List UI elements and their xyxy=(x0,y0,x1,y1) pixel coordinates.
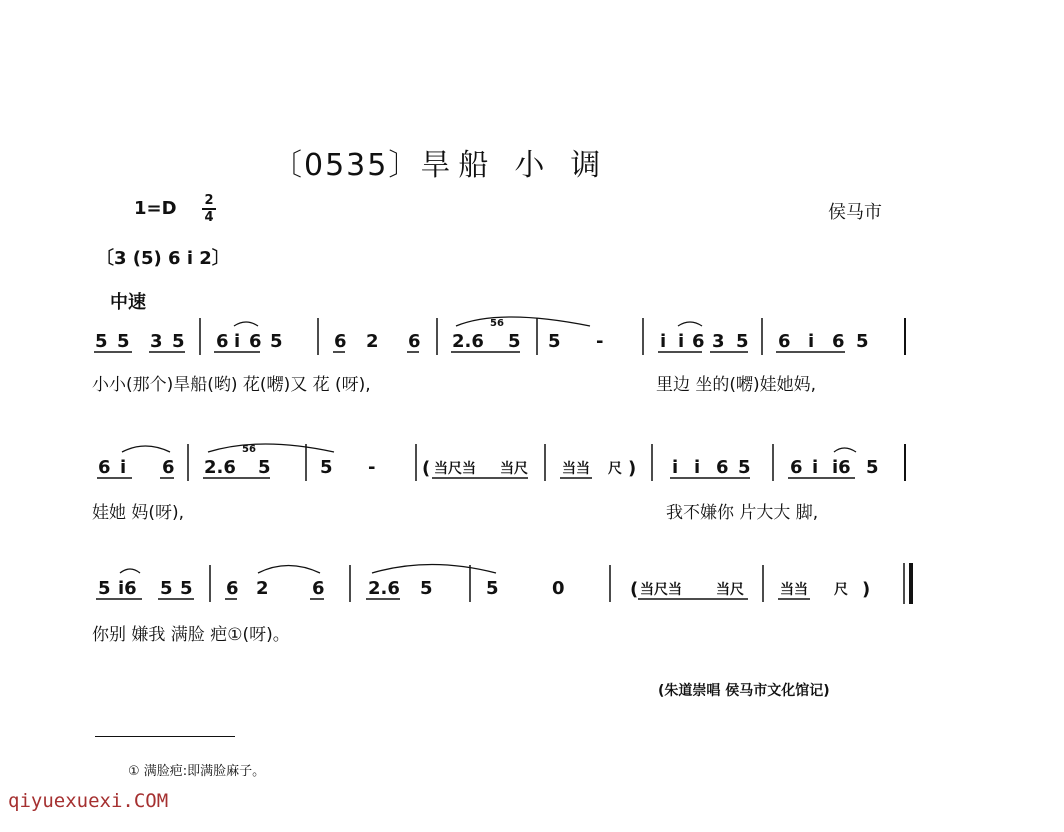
time-signature: 2 4 xyxy=(202,194,216,224)
note: i xyxy=(694,457,701,478)
lyrics-line-2a: 娃她 妈(呀), xyxy=(92,503,185,523)
lyrics-line-2b: 我不嫌你 片大大 脚, xyxy=(666,503,819,523)
lyrics-line-1a: 小小(那个)旱船(哟) 花(㘄)又 花 (呀), xyxy=(92,375,371,395)
note: 2 xyxy=(366,331,379,352)
note: 2.6 xyxy=(368,578,400,599)
note: i xyxy=(808,331,815,352)
note: i6 xyxy=(118,578,137,599)
paren: ) xyxy=(628,458,637,479)
key-signature: 1=D xyxy=(134,198,177,219)
note: 6 xyxy=(249,331,262,352)
note: 5 xyxy=(508,331,521,352)
paren: ( xyxy=(422,458,431,479)
row-2-notation xyxy=(97,444,905,481)
note: 2 xyxy=(256,578,269,599)
note: 5 xyxy=(258,457,271,478)
note: 5 xyxy=(856,331,869,352)
note: - xyxy=(596,331,604,352)
note: 6 xyxy=(334,331,347,352)
lyrics-line-1b: 里边 坐的(㘄)娃她妈, xyxy=(656,375,817,395)
watermark: qiyuexuexi.COM xyxy=(8,790,169,812)
place-label: 侯马市 xyxy=(828,202,882,223)
note: 当尺当 xyxy=(434,461,476,477)
note: 5 xyxy=(98,578,111,599)
note: 6 xyxy=(692,331,705,352)
footnote-divider xyxy=(95,736,235,737)
note: i xyxy=(234,331,241,352)
footnote: ① 满脸疤:即满脸麻子。 xyxy=(128,764,266,779)
note: i xyxy=(812,457,819,478)
note: 尺 xyxy=(608,461,622,477)
note: 5 xyxy=(117,331,130,352)
note: 6 xyxy=(790,457,803,478)
note: 当尺 xyxy=(500,461,528,477)
note: 5 xyxy=(95,331,108,352)
note: 当当 xyxy=(562,461,590,477)
song-title: 〔0535〕旱 船小调 xyxy=(272,148,627,183)
note: 6 xyxy=(162,457,175,478)
note: 6 xyxy=(716,457,729,478)
note: 尺 xyxy=(834,582,848,598)
note: i6 xyxy=(832,457,851,478)
note: 5 xyxy=(420,578,433,599)
note: 6 xyxy=(832,331,845,352)
note: 当尺当 xyxy=(640,582,682,598)
note: i xyxy=(660,331,667,352)
tempo-marking: 中速 xyxy=(110,292,146,313)
note: 2.6 xyxy=(452,331,484,352)
note: 6 xyxy=(226,578,239,599)
row-3-notation xyxy=(96,563,911,604)
note: 6 xyxy=(216,331,229,352)
note: 当当 xyxy=(780,582,808,598)
grace-note: 56 xyxy=(242,444,256,455)
note: - xyxy=(368,457,376,478)
note: 5 xyxy=(172,331,185,352)
note: 5 xyxy=(736,331,749,352)
note: 6 xyxy=(98,457,111,478)
note: 当尺 xyxy=(716,582,744,598)
note: i xyxy=(678,331,685,352)
note: 5 xyxy=(548,331,561,352)
note: 6 xyxy=(408,331,421,352)
paren: ( xyxy=(630,579,639,600)
note: 5 xyxy=(866,457,879,478)
row-1-notation xyxy=(94,317,905,355)
note: 5 xyxy=(738,457,751,478)
note: 5 xyxy=(270,331,283,352)
lyrics-line-3: 你别 嫌我 满脸 疤①(呀)。 xyxy=(92,625,290,645)
note: 6 xyxy=(312,578,325,599)
note: 0 xyxy=(552,578,565,599)
note: 3 xyxy=(150,331,163,352)
note: 2.6 xyxy=(204,457,236,478)
intro-notation: 〔3 (5) 6 i 2〕 xyxy=(96,248,230,269)
note: 5 xyxy=(486,578,499,599)
note: 5 xyxy=(160,578,173,599)
note: 6 xyxy=(778,331,791,352)
note: 5 xyxy=(320,457,333,478)
note: 3 xyxy=(712,331,725,352)
paren: ) xyxy=(862,579,871,600)
note: i xyxy=(120,457,127,478)
grace-note: 56 xyxy=(490,318,504,329)
note: i xyxy=(672,457,679,478)
source-note: (朱道崇唱 侯马市文化馆记) xyxy=(658,683,830,699)
note: 5 xyxy=(180,578,193,599)
